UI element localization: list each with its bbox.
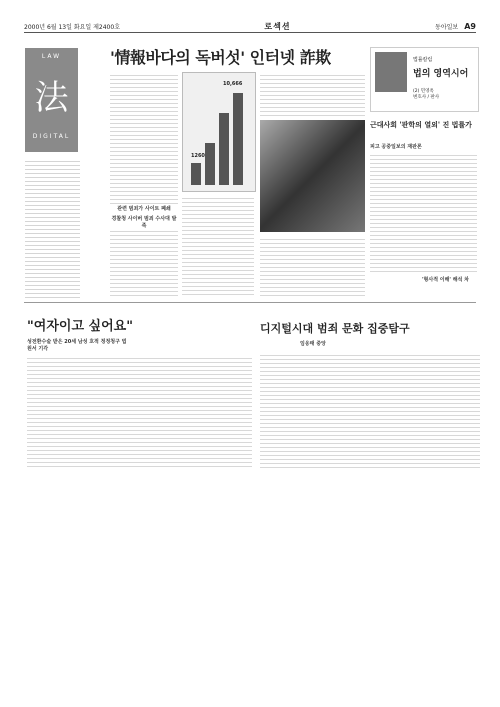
info-graphic: [182, 72, 256, 192]
main-headline: '情報바다의 독버섯' 인터넷 詐欺: [110, 48, 331, 67]
law-digital-box: [25, 48, 78, 152]
graphic-value-b: 1260: [191, 153, 205, 159]
side-note: '형사적 이해' 해석 차: [422, 277, 469, 283]
issue-date: 2000년 6월 13일 화요일 제2400호: [24, 23, 120, 31]
section-name: 로섹션: [264, 21, 291, 31]
right-article-text: [370, 152, 477, 272]
section-divider: [24, 302, 476, 303]
page-number: A9: [464, 21, 476, 31]
lower-right-headline: 디지털시대 범죄 문화 집중탐구: [260, 322, 410, 335]
graphic-bar: [191, 163, 201, 185]
column-title: 법의 영역시어: [413, 69, 469, 79]
law-hanja: 法: [34, 78, 69, 118]
lower-left-headline: "여자이고 싶어요": [27, 319, 133, 334]
graphic-bar: [205, 143, 215, 185]
main-article-text-2: [182, 195, 254, 297]
page-header: [24, 20, 476, 33]
graphic-value-a: 10,666: [223, 81, 243, 87]
column-byline: (2) 민영옥 변호사 / 판사: [413, 89, 440, 100]
article-subhead-2: 경찰청 사이버 범죄 수사대 발족: [111, 216, 177, 229]
middle-article-text: [260, 72, 365, 117]
graphic-bar: [233, 93, 243, 185]
main-article-text-1: [110, 72, 178, 297]
right-subhead: 피고 공중일보의 재판론: [370, 144, 422, 150]
law-label: LAW: [41, 53, 62, 60]
lower-right-byline: 임응태 중앙: [300, 341, 326, 347]
left-column-text: [25, 158, 80, 298]
right-headline: 근대사회 '판학의 열외' 진 법률가: [370, 120, 472, 129]
column-label: 법률칼럼: [413, 57, 433, 63]
lower-left-text: [27, 355, 252, 470]
middle-lower-text: [260, 236, 365, 298]
digital-label: DIGITAL: [32, 133, 71, 140]
lower-right-text: [260, 352, 480, 470]
portrait-photo: [260, 120, 365, 232]
column-header: [370, 47, 479, 112]
paper-name: 동아일보: [435, 23, 459, 31]
graphic-bar: [219, 113, 229, 185]
lower-left-subhead: 성전환수술 받은 20세 남성 호적 정정청구 법원서 기각: [27, 339, 127, 352]
article-subhead-1: 관련 범죄가 사이트 폐쇄: [110, 205, 178, 212]
column-photo: [375, 52, 407, 92]
